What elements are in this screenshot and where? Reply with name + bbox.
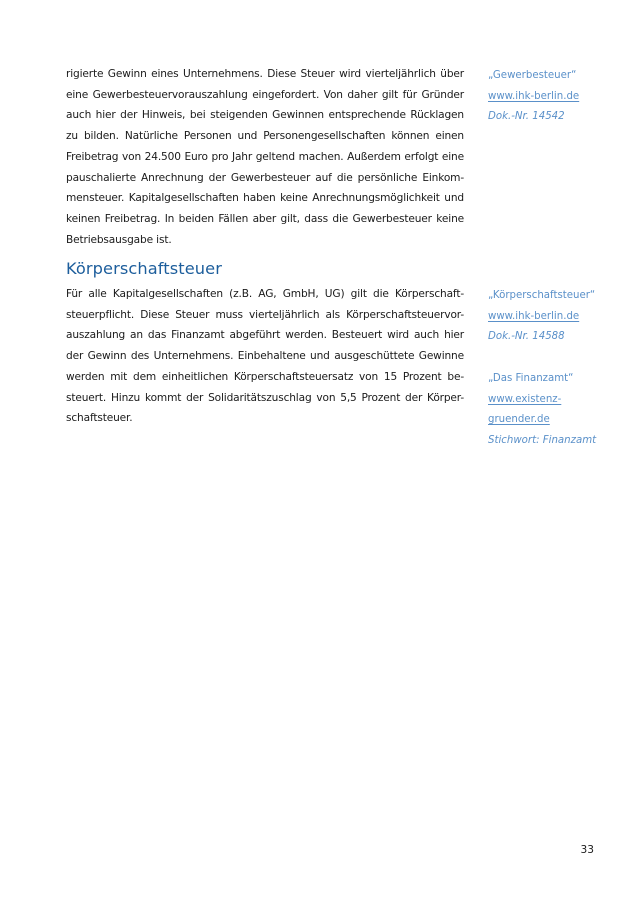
- sidebar-title-koerperschaftsteuer: „Körperschaftsteuer“: [488, 290, 596, 301]
- intro-section: [66, 64, 464, 250]
- sidebar-reference-koerperschaftsteuer: [488, 286, 613, 452]
- sidebar-keyword-finanzamt: Stichwort: Finanzamt: [488, 434, 597, 446]
- sidebar-link-ihk-berlin[interactable]: www.ihk-berlin.de: [488, 90, 580, 102]
- sidebar-title-finanzamt: „Das Finanzamt“: [488, 372, 574, 384]
- sidebar-reference-gewerbesteuer: [488, 66, 613, 128]
- page-number: 33: [580, 844, 594, 856]
- section-heading-koerperschaftsteuer: Körperschaftsteuer: [66, 259, 222, 278]
- sidebar-title-gewerbesteuer: „Gewerbesteuer“: [488, 70, 577, 81]
- sidebar-spacer: [488, 348, 613, 369]
- sidebar-link-existenzgruender-line1[interactable]: www.existenz-: [488, 393, 562, 405]
- koerperschaftsteuer-section: [66, 284, 464, 429]
- sidebar-link-existenzgruender-line2[interactable]: gruender.de: [488, 414, 550, 426]
- sidebar-doc-number: Dok.-Nr. 14542: [488, 111, 565, 123]
- koerperschaftsteuer-paragraph: Für alle Kapitalgesellschaften (z.B. AG, GmbH, UG) gilt die Körperschaft-steuerpflicht. Diese Steuer muss vierteljährlich als Körperschaftsteuervor-auszahlung an das Finanzamt abgeführt werden. Besteuert wird auch hier der Gewinn des Unternehmens. Einbehaltene und ausgeschüttete Gewinne werden mit dem einheitlichen Körperschaftsteuersatz von 15 Prozent be-steuert. Hinzu kommt der Solidaritätszuschlag von 5,5 Prozent der Körper-schaftsteuer.: [66, 288, 464, 425]
- sidebar-link-ihk-berlin-2[interactable]: www.ihk-berlin.de: [488, 310, 580, 322]
- sidebar-doc-number-2: Dok.-Nr. 14588: [488, 331, 565, 343]
- intro-paragraph: rigierte Gewinn eines Unternehmens. Diese Steuer wird vierteljährlich über eine Gewerbesteuervorauszahlung eingefordert. Von daher gilt für Gründer auch hier der Hinweis, bei steigenden Gewinnen entsprechende Rücklagen zu bilden. Natürliche Personen und Personengesellschaften können einen Freibetrag von 24.500 Euro pro Jahr geltend machen. Außerdem erfolgt eine pauschalierte Anrechnung der Gewerbesteuer auf die persönliche Einkom-mensteuer. Kapitalgesellschaften haben keine Anrechnungsmöglichkeit und keinen Freibetrag. In beiden Fällen aber gilt, dass die Gewerbesteuer keine Betriebsausgabe ist.: [66, 68, 464, 246]
